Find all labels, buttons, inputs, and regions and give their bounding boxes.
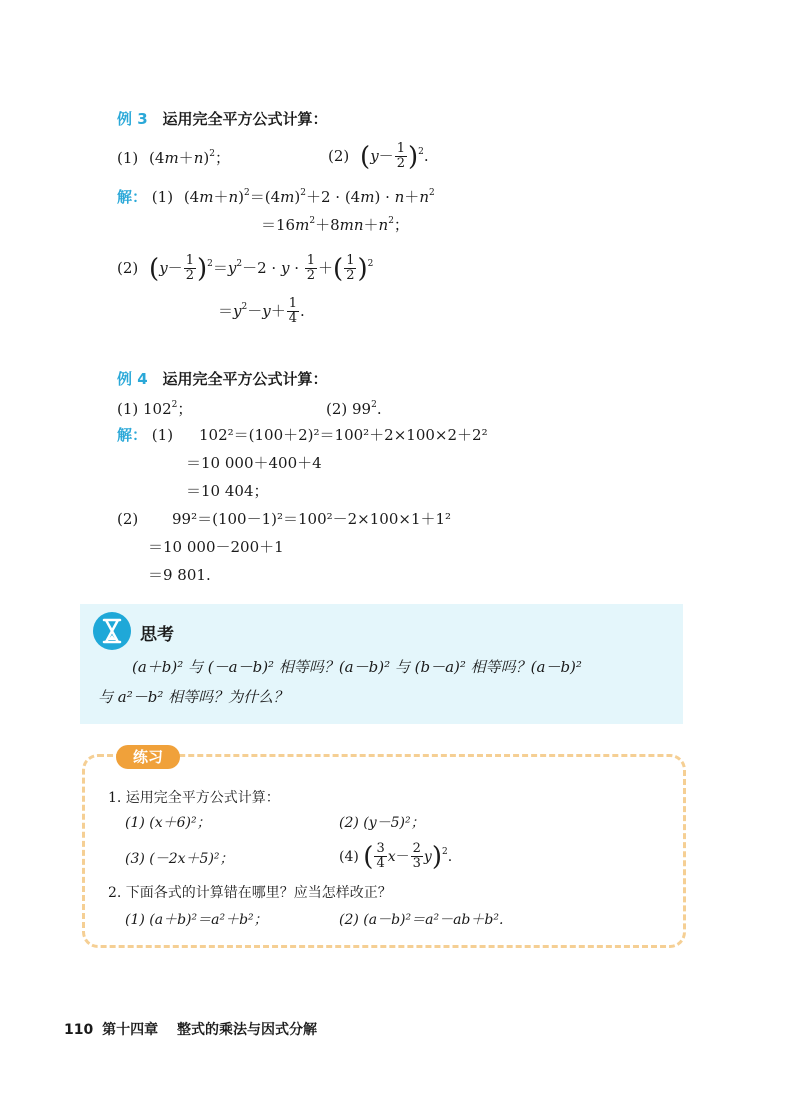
q-text: (1) 102	[117, 400, 172, 418]
example4-title: 运用完全平方公式计算：	[162, 370, 328, 388]
q-text: (2) 99	[326, 400, 372, 418]
math-line: ＝9 801.	[148, 566, 211, 584]
math-expression: (y－ $\frac{1}{2}$ )$^2$.	[360, 141, 429, 172]
page-footer	[64, 1023, 317, 1037]
math-expression: $=16m^2+8mn+n^2$；	[261, 216, 409, 234]
example4-label: 例 4	[117, 370, 148, 388]
exercise-q1-a: (1) (x＋6)²；	[125, 815, 211, 831]
math-line: 102²＝(100＋2)²＝100²＋2×100×2＋2²	[199, 426, 488, 444]
math-line: ＝10 000＋400＋4	[186, 454, 322, 472]
solution-number: (1)	[151, 188, 174, 206]
think-text-line2: 与 a²－b² 相等吗？为什么？	[98, 688, 289, 706]
example3-question-2	[328, 142, 429, 172]
example4-question-2: (2) $99^2$.	[326, 400, 382, 418]
math-line: ＝10 404；	[186, 482, 269, 500]
example4-header	[117, 372, 327, 387]
q-number: (2)	[328, 146, 350, 165]
solution-number: (1)	[151, 426, 174, 444]
example3-header	[117, 112, 327, 127]
math-line: ＝10 000－200＋1	[148, 538, 284, 556]
example3-solution-1	[117, 190, 435, 205]
page-number: 110	[64, 1022, 94, 1038]
chapter-title: 整式的乘法与因式分解	[176, 1022, 317, 1038]
math-expression: $(4m+n)^2=(4m)^2+2 \cdot (4m) \cdot n+n^2$	[183, 188, 435, 206]
solution-label: 解：	[117, 426, 148, 444]
think-text-line1: (a＋b)² 与 (－a－b)² 相等吗？(a－b)² 与 (b－a)² 相等吗？(a－b)²	[132, 658, 582, 676]
exercise-tab: 练习	[116, 745, 180, 769]
math-expression: ( $\frac{3}{4}$ x－ $\frac{2}{3}$ y)$^2$.	[363, 841, 453, 872]
example4-solution-1	[117, 428, 173, 443]
think-title: 思考	[140, 625, 174, 645]
exercise-q1: 1. 运用完全平方公式计算：	[108, 790, 280, 806]
solution-label: 解：	[117, 188, 148, 206]
example4-question-1: (1) $102^2$；	[117, 400, 193, 418]
example3-question-1	[117, 151, 230, 166]
exercise-q1-d	[339, 842, 452, 872]
math-expression: $(4m+n)^2$；	[149, 149, 230, 167]
example3-label: 例 3	[117, 110, 148, 128]
math-line: 99²＝(100－1)²＝100²－2×100×1＋1²	[172, 510, 452, 528]
example3-title: 运用完全平方公式计算：	[162, 110, 328, 128]
exercise-q2: 2. 下面各式的计算错在哪里？应当怎样改正？	[108, 885, 392, 901]
math-expression: (y－ $\frac{1}{2}$ )$^2=y^2-2 \cdot y$ · $\frac{1}{2}$ ＋( $\frac{1}{2}$ )$^2$	[149, 253, 374, 284]
exercise-q1-b: (2) (y－5)²；	[339, 815, 425, 831]
exercise-q1-c: (3) (－2x＋5)²；	[125, 851, 234, 867]
solution-number: (2)	[117, 258, 139, 277]
chapter-label: 第十四章	[102, 1022, 159, 1038]
example3-solution-2	[117, 254, 373, 284]
exercise-q2-a: (1) (a＋b)²＝a²＋b²；	[125, 912, 268, 928]
hourglass-icon	[93, 612, 131, 650]
q-number: (1)	[117, 149, 139, 167]
math-expression: $=y^2-y+$ $\frac{1}{4}$ .	[218, 296, 305, 327]
q-number: (4)	[339, 848, 359, 865]
solution-number: (2)	[117, 510, 139, 528]
exercise-q2-b: (2) (a－b)²＝a²－ab＋b².	[339, 912, 504, 928]
